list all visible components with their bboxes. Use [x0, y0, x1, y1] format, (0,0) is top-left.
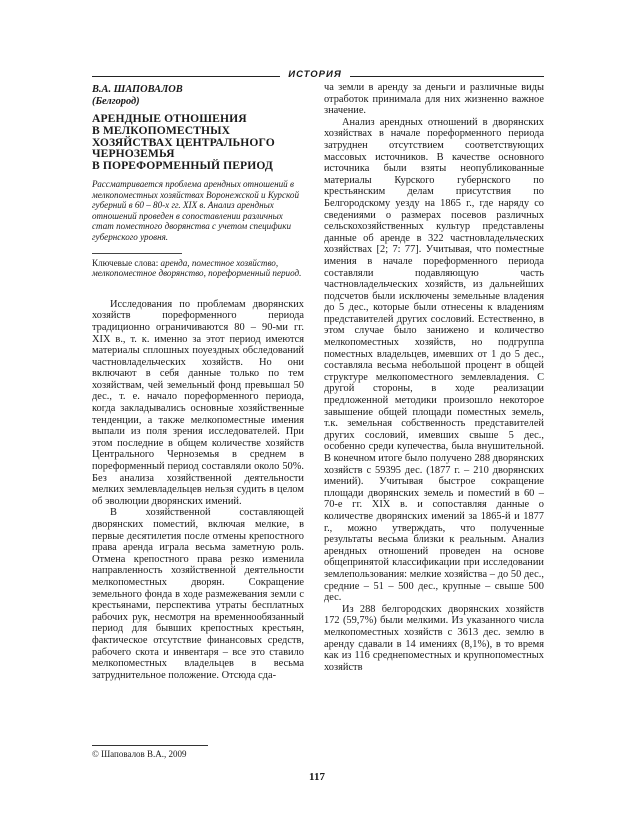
- title-line: ХОЗЯЙСТВАХ ЦЕНТРАЛЬНОГО: [92, 135, 275, 149]
- title-line: АРЕНДНЫЕ ОТНОШЕНИЯ: [92, 112, 247, 125]
- header-rule-right: [350, 76, 544, 77]
- title-line: ЧЕРНОЗЕМЬЯ: [92, 147, 175, 161]
- right-column: [324, 82, 544, 673]
- title-line: В ПОРЕФОРМЕННЫЙ ПЕРИОД: [92, 159, 273, 173]
- title-line: В МЕЛКОПОМЕСТНЫХ: [92, 123, 231, 137]
- keywords: [92, 258, 304, 279]
- body-paragraph: Из 288 белгородских дворянских хозяйств 172 (59,7%) были мелкими. Из указанного числа мелкопоместных хозяйств с 3613 дес. землю в аренду сдавали в 14 имениях (8,1%), в то время как из 116 среднепоместных и крупнопоместных хозяйств: [324, 603, 544, 673]
- page-number: 117: [309, 771, 325, 783]
- article-title: [92, 113, 304, 172]
- author-name: В.А. ШАПОВАЛОВ: [92, 84, 183, 95]
- keywords-rule: [92, 253, 182, 254]
- left-column: [92, 84, 304, 681]
- keywords-text: аренда, поместное хозяйство, мелкопоместное дворянство, пореформенный период.: [92, 257, 302, 279]
- body-paragraph-continuation: ча земли в аренду за деньги и различные виды отработок принимала для них жизненно важное значение.: [324, 82, 544, 117]
- body-paragraph: В хозяйственной составляющей дворянских поместий, включая мелкие, в первые десятилетия после отмены крепостного права аренда играла весьма заметную роль. Отмена крепостного права резко изменила направленность хозяйственной деятельности мелкопоместных дворян. Сокращение земельного фонда в ходе размежевания земли с крестьянами, перспектива утраты бесплатных рабочих рук, несмотря на временнообязанный период для бывших крепостных крестьян, фактическое отсутствие финансовых средств, рабочего скота и инвентаря – все это ставило мелкопоместных владельцев в весьма затруднительное положение. Отсюда сда-: [92, 507, 304, 681]
- section-label: ИСТОРИЯ: [288, 69, 342, 80]
- author-city: (Белгород): [92, 95, 140, 107]
- footer-rule: [92, 745, 208, 746]
- header-rule-left: [92, 76, 280, 77]
- keywords-label: Ключевые слова:: [92, 257, 159, 268]
- body-paragraph: Исследования по проблемам дворянских хозяйств пореформенного периода традиционно ограничиваются 80 – 90-ми гг. XIX в., т. к. именно за этот период имеются материалы сплошных поуездных обследований частновладельческих хозяйств. Но они включают в себя данные только по тем хозяйствам, чей земельный фонд превышал 50 дес., т. е. начало пореформенного периода, когда закладывались основные хозяйственные тенденции, а также мелкопоместные имения выпали из поля зрения исследователей. При этом последние в общем количестве хозяйств Центрального Черноземья в среднем в пореформенный период составляли около 50%. Без анализа хозяйственной деятельности мелких землевладельцев нельзя судить в целом об эволюции дворянских имений.: [92, 298, 304, 507]
- body-paragraph: Анализ арендных отношений в дворянских хозяйствах в начале пореформенного периода затруднен отсутствием соответствующих массовых источников. В качестве основного источника были взяты неопубликованные материалы Курского губернского по крестьянским делам присутствия по Белгородскому уезду на 1865 г., где наряду со сведениями о размерах посевов различных сельскохозяйственных культур представлены данные об аренде в 322 частновладельческих хозяйствах [2; 7: 77]. Учитывая, что поместные имения в начале пореформенного периода составляли подавляющую часть частновладельческих хозяйств, из дальнейших подсчетов были исключены земельные владения до 5 дес., которые были отнесены к владениям представителей других сословий. Естественно, в этом случае было занижено и количество мелкопоместных хозяйств, но подгруппа поместных владельцев, имевших от 1 до 5 дес., составляла весьма небольшой процент в общей структуре мелкопоместного землевладения. С другой стороны, в ходе реализации предложенной методики произошло некоторое завышение общей площади поместных земель, т.к. земельная собственность представителей других сословий, имевших свыше 5 дес., особенно среди купечества, была внушительной. В конечном итоге было получено 288 дворянских хозяйств с 59395 дес. (1877 г. – 210 дворянских имений). Учитывая быстрое сокращение площади дворянских земель и поместий в 60 – 70-е гг. XIX в. и сопоставляя данные о количестве дворянских имений за 1865-й и 1877 г., можно утверждать, что полученные результаты весьма близки к реальным. Анализ арендных отношений проведен на основе общепринятой классификации при исследовании землепользования: мелкие хозяйства – до 50 дес., средние – 51 – 500 дес., крупные – свыше 500 дес.: [324, 116, 544, 604]
- copyright-note: © Шаповалов В.А., 2009: [92, 749, 187, 759]
- abstract: Рассматривается проблема арендных отношений в мелкопоместных хозяйствах Воронежской и Курской губерний в 60 – 80-х гг. XIX в. Анализ арендных отношений проведен в сопоставлении различных стат поместного дворянства с учетом специфики губернского уровня.: [92, 178, 300, 242]
